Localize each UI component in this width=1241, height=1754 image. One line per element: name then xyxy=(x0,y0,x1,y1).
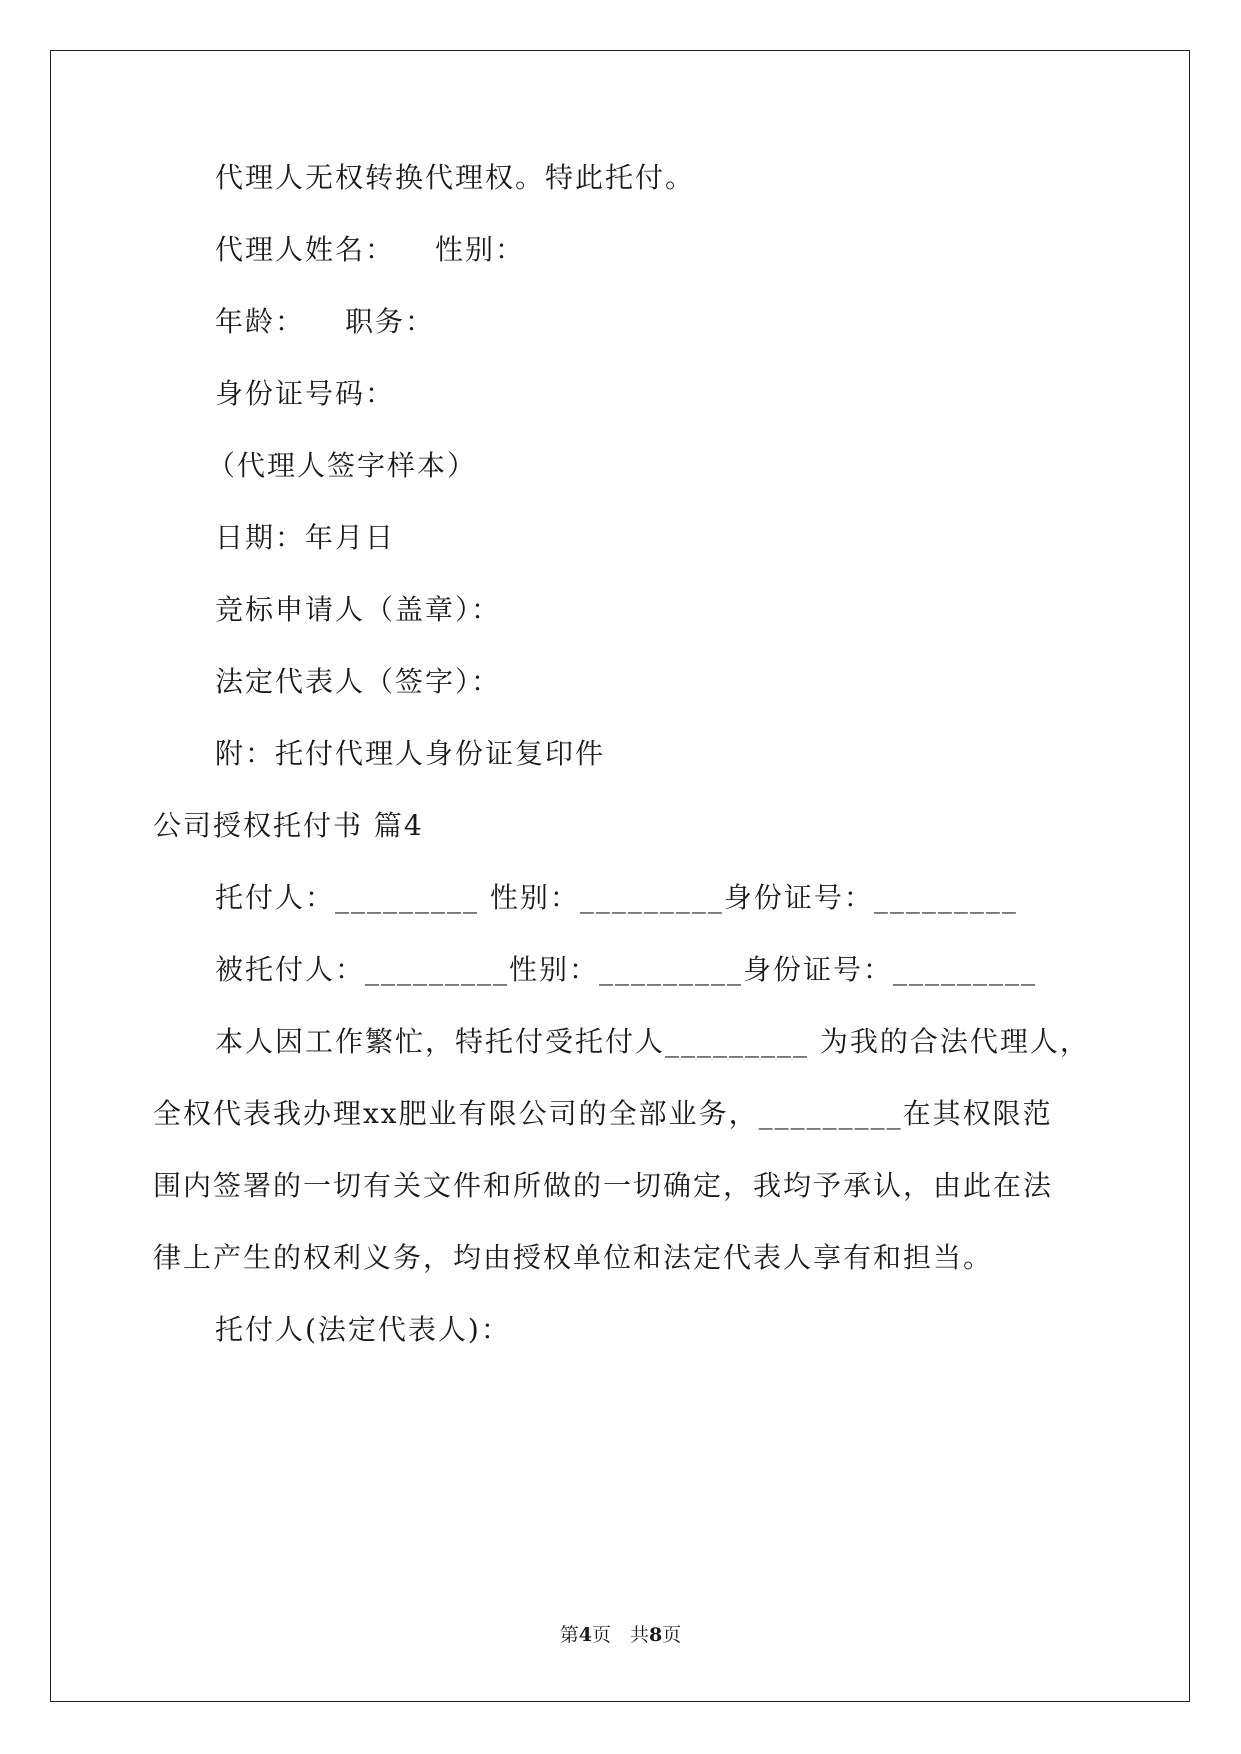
footer-middle: 页 共 xyxy=(591,1624,649,1646)
footer-suffix: 页 xyxy=(662,1624,682,1646)
agent-gender-label: 性别： xyxy=(435,233,526,266)
paragraph-line-1: 本人因工作繁忙，特托付受托付人_________ 为我的合法代理人， xyxy=(215,1025,1090,1058)
text-line-id-number: 身份证号码： xyxy=(215,377,396,410)
page-footer xyxy=(0,1623,1241,1647)
age-label: 年龄： xyxy=(215,305,306,338)
footer-prefix: 第 xyxy=(559,1624,579,1646)
text-line-bidder-seal: 竞标申请人（盖章）： xyxy=(215,593,502,626)
paragraph-line-2: 全权代表我办理xx肥业有限公司的全部业务，_________在其权限范 xyxy=(153,1097,1053,1130)
text-line-legal-rep-signature: 法定代表人（签字）： xyxy=(215,665,502,698)
text-line-no-transfer: 代理人无权转换代理权。特此托付。 xyxy=(215,161,696,194)
footer-total-pages: 8 xyxy=(649,1624,663,1646)
page-border xyxy=(50,50,1190,1702)
text-line-age-position xyxy=(215,302,435,342)
text-line-agent-info: 被托付人：_________性别：_________身份证号：_________ xyxy=(215,953,1038,986)
text-line-attachment: 附：托付代理人身份证复印件 xyxy=(215,737,606,770)
paragraph-line-4: 律上产生的权利义务，均由授权单位和法定代表人享有和担当。 xyxy=(153,1241,994,1274)
paragraph-line-3: 围内签署的一切有关文件和所做的一切确定，我均予承认，由此在法 xyxy=(153,1169,1054,1202)
text-line-principal-info: 托付人：_________ 性别：_________身份证号：_________ xyxy=(215,881,1018,914)
position-label: 职务： xyxy=(345,305,436,338)
text-line-principal-signature: 托付人(法定代表人)： xyxy=(215,1313,511,1346)
footer-current-page: 4 xyxy=(578,1624,592,1646)
text-line-signature-sample: （代理人签字样本） xyxy=(207,449,478,482)
text-line-date: 日期：年月日 xyxy=(215,521,396,554)
section-heading: 公司授权托付书 篇4 xyxy=(153,809,424,842)
text-line-agent-name-gender xyxy=(215,230,525,270)
agent-name-label: 代理人姓名： xyxy=(215,233,396,266)
